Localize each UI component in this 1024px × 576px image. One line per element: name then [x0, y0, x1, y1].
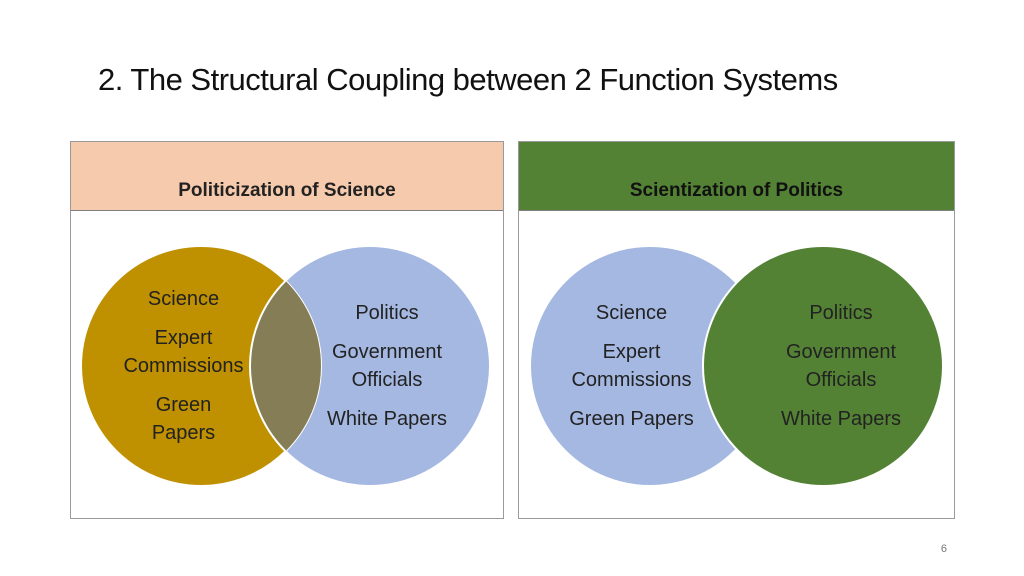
science-title: Science [595, 302, 668, 324]
science-item: Expert [154, 327, 213, 349]
politics-item: White Papers [780, 408, 902, 430]
politics-item: White Papers [326, 408, 448, 430]
politics-item: Government [331, 341, 443, 363]
panel-header-scientization: Scientization of Politics [519, 142, 954, 211]
science-item: Expert [602, 341, 661, 363]
politics-title: Politics [355, 302, 419, 324]
panel-header-politicization: Politicization of Science [71, 142, 503, 211]
politics-labels [762, 299, 920, 433]
science-item: Green Papers [569, 408, 694, 430]
science-item: Commissions [123, 355, 244, 377]
politics-title: Politics [809, 302, 873, 324]
science-item: Papers [151, 422, 216, 444]
politics-item: Officials [805, 369, 877, 391]
politicization-panel [70, 141, 504, 519]
politics-item: Officials [351, 369, 423, 391]
science-item: Green [155, 394, 212, 416]
science-labels [111, 285, 256, 447]
science-item: Commissions [571, 369, 692, 391]
scientization-panel [518, 141, 955, 519]
science-title: Science [147, 288, 220, 310]
slide-title: 2. The Structural Coupling between 2 Function Systems [98, 62, 838, 97]
science-labels [559, 299, 704, 433]
politics-labels [308, 299, 466, 433]
politics-item: Government [785, 341, 897, 363]
page-number: 6 [940, 543, 947, 555]
